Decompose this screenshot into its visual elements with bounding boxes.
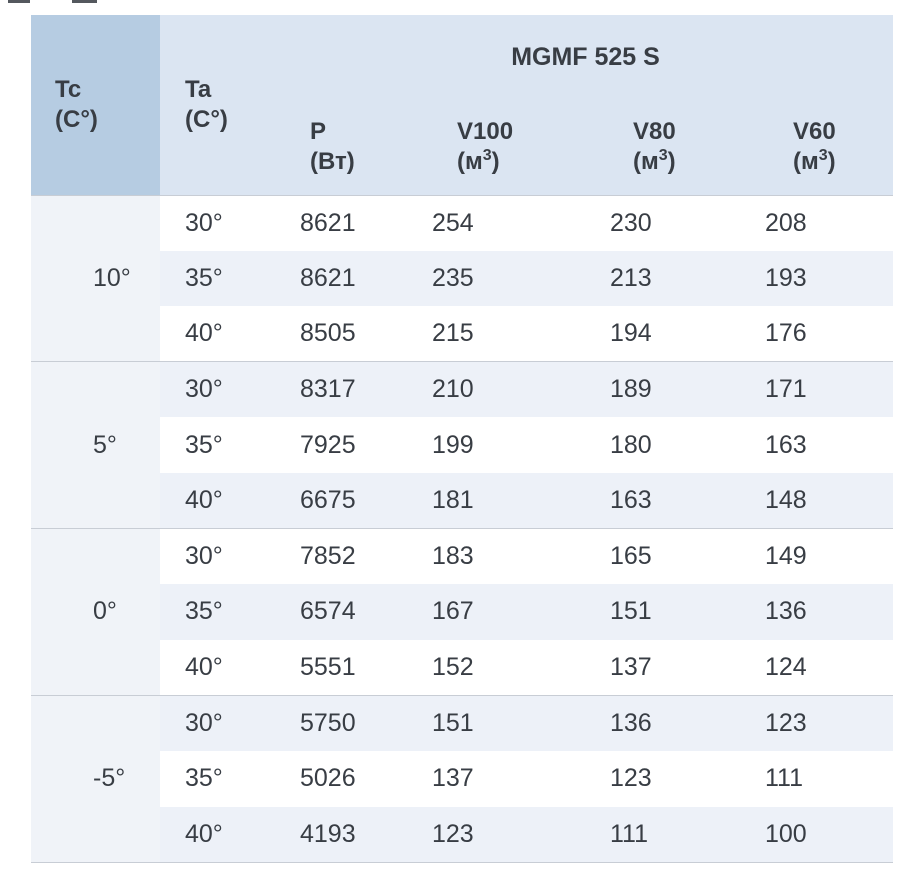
header-ta-label: Ta [185, 75, 212, 103]
table-row [31, 529, 893, 585]
cell-v80: 230 [610, 208, 652, 237]
cell-ta: 30° [185, 542, 223, 571]
tc-group-cell: 5° [31, 362, 160, 529]
cell-v60: 136 [743, 584, 893, 640]
cell-p: 8621 [278, 251, 410, 307]
cell-v60: 124 [765, 652, 807, 681]
table-row [31, 751, 893, 807]
cell-ta: 35° [160, 584, 278, 640]
cell-p: 5551 [300, 652, 356, 681]
cell-v60: 193 [743, 251, 893, 307]
cell-p: 5026 [300, 764, 356, 793]
cell-v100: 215 [432, 319, 474, 348]
cell-v80: 137 [610, 652, 652, 681]
cell-p: 8621 [300, 208, 356, 237]
superscript-3: 3 [658, 146, 668, 164]
superscript-3: 3 [482, 146, 492, 164]
cell-v100: 199 [432, 430, 474, 459]
header-v60-label: V60 [793, 117, 836, 145]
cell-v80: 136 [588, 695, 743, 751]
header-v100 [410, 99, 588, 195]
header-v80-unit: $(м^3)$ [633, 146, 676, 175]
table-row [31, 195, 893, 251]
cell-v100: 181 [410, 473, 588, 529]
header-v100-unit: $(м^3)$ [457, 146, 500, 175]
table-row [31, 640, 893, 696]
cell-v60: 163 [765, 430, 807, 459]
cell-v80: 165 [610, 542, 652, 571]
group-tc-0 [31, 529, 893, 696]
table-row [31, 584, 893, 640]
cell-v80: 180 [610, 430, 652, 459]
table-row [31, 473, 893, 529]
cell-v100: 210 [410, 362, 588, 418]
table-row [31, 807, 893, 863]
header-tc-label: Tc [55, 75, 82, 103]
cell-ta: 35° [160, 251, 278, 307]
cell-v80: 123 [610, 764, 652, 793]
table-row [31, 362, 893, 418]
tc-group-cell: 10° [31, 195, 160, 362]
cell-v100: 151 [410, 695, 588, 751]
table-row [31, 251, 893, 307]
cell-ta: 30° [160, 695, 278, 751]
cell-ta: 35° [185, 764, 223, 793]
header-v80 [588, 99, 743, 195]
header-p-label: P [310, 117, 327, 145]
cell-ta: 40° [160, 473, 278, 529]
cropped-content-artifact [8, 0, 30, 3]
cell-v100: 137 [432, 764, 474, 793]
cell-v60: 208 [765, 208, 807, 237]
cell-v60: 171 [743, 362, 893, 418]
cell-ta: 40° [185, 319, 223, 348]
cell-v80: 151 [588, 584, 743, 640]
cell-v60: 100 [743, 807, 893, 863]
header-tc-unit: (C°) [55, 105, 98, 133]
group-tc-10 [31, 195, 893, 362]
cell-p: 8505 [300, 319, 356, 348]
header-ta [160, 15, 278, 195]
cell-v80: 163 [588, 473, 743, 529]
table-row [31, 695, 893, 751]
cell-p: 5750 [278, 695, 410, 751]
cell-v100: 167 [410, 584, 588, 640]
cell-v100: 235 [410, 251, 588, 307]
cell-v80: 111 [588, 807, 743, 863]
header-ta-unit: (C°) [185, 105, 228, 133]
cell-v80: 189 [588, 362, 743, 418]
cell-v80: 213 [588, 251, 743, 307]
table-row [31, 306, 893, 362]
tc-group-cell: 0° [31, 529, 160, 696]
cell-p: 7925 [300, 430, 356, 459]
cropped-content-artifact [72, 0, 97, 3]
cell-ta: 30° [160, 362, 278, 418]
cell-p: 7852 [300, 542, 356, 571]
cell-p: 6675 [278, 473, 410, 529]
cell-v60: 123 [743, 695, 893, 751]
header-p-unit: (Вт) [310, 147, 355, 175]
cell-v60: 149 [765, 542, 807, 571]
table-header [31, 15, 893, 195]
tc-group-cell: -5° [31, 695, 160, 862]
table-row [31, 417, 893, 473]
superscript-3: 3 [818, 146, 828, 164]
cell-v80: 194 [610, 319, 652, 348]
header-v80-label: V80 [633, 117, 676, 145]
cell-ta: 40° [185, 652, 223, 681]
cell-v60: 176 [765, 319, 807, 348]
cell-v60: 148 [743, 473, 893, 529]
cell-v100: 183 [432, 542, 474, 571]
header-v60 [743, 99, 893, 195]
group-tc-5 [31, 362, 893, 529]
cell-ta: 40° [160, 807, 278, 863]
cell-v100: 254 [432, 208, 474, 237]
group-tc-minus-5 [31, 695, 893, 862]
cell-v100: 123 [410, 807, 588, 863]
cell-v100: 152 [432, 652, 474, 681]
cell-p: 4193 [278, 807, 410, 863]
header-product-title: MGMF 525 S [278, 15, 893, 99]
cell-ta: 35° [185, 430, 223, 459]
header-v100-label: V100 [457, 117, 514, 145]
cell-p: 6574 [278, 584, 410, 640]
header-v60-unit: $(м^3)$ [793, 146, 836, 175]
header-p [278, 99, 410, 195]
cell-ta: 30° [185, 208, 223, 237]
cell-v60: 111 [765, 764, 804, 793]
spec-table [31, 15, 893, 863]
header-tc [31, 15, 160, 195]
cell-p: 8317 [278, 362, 410, 418]
